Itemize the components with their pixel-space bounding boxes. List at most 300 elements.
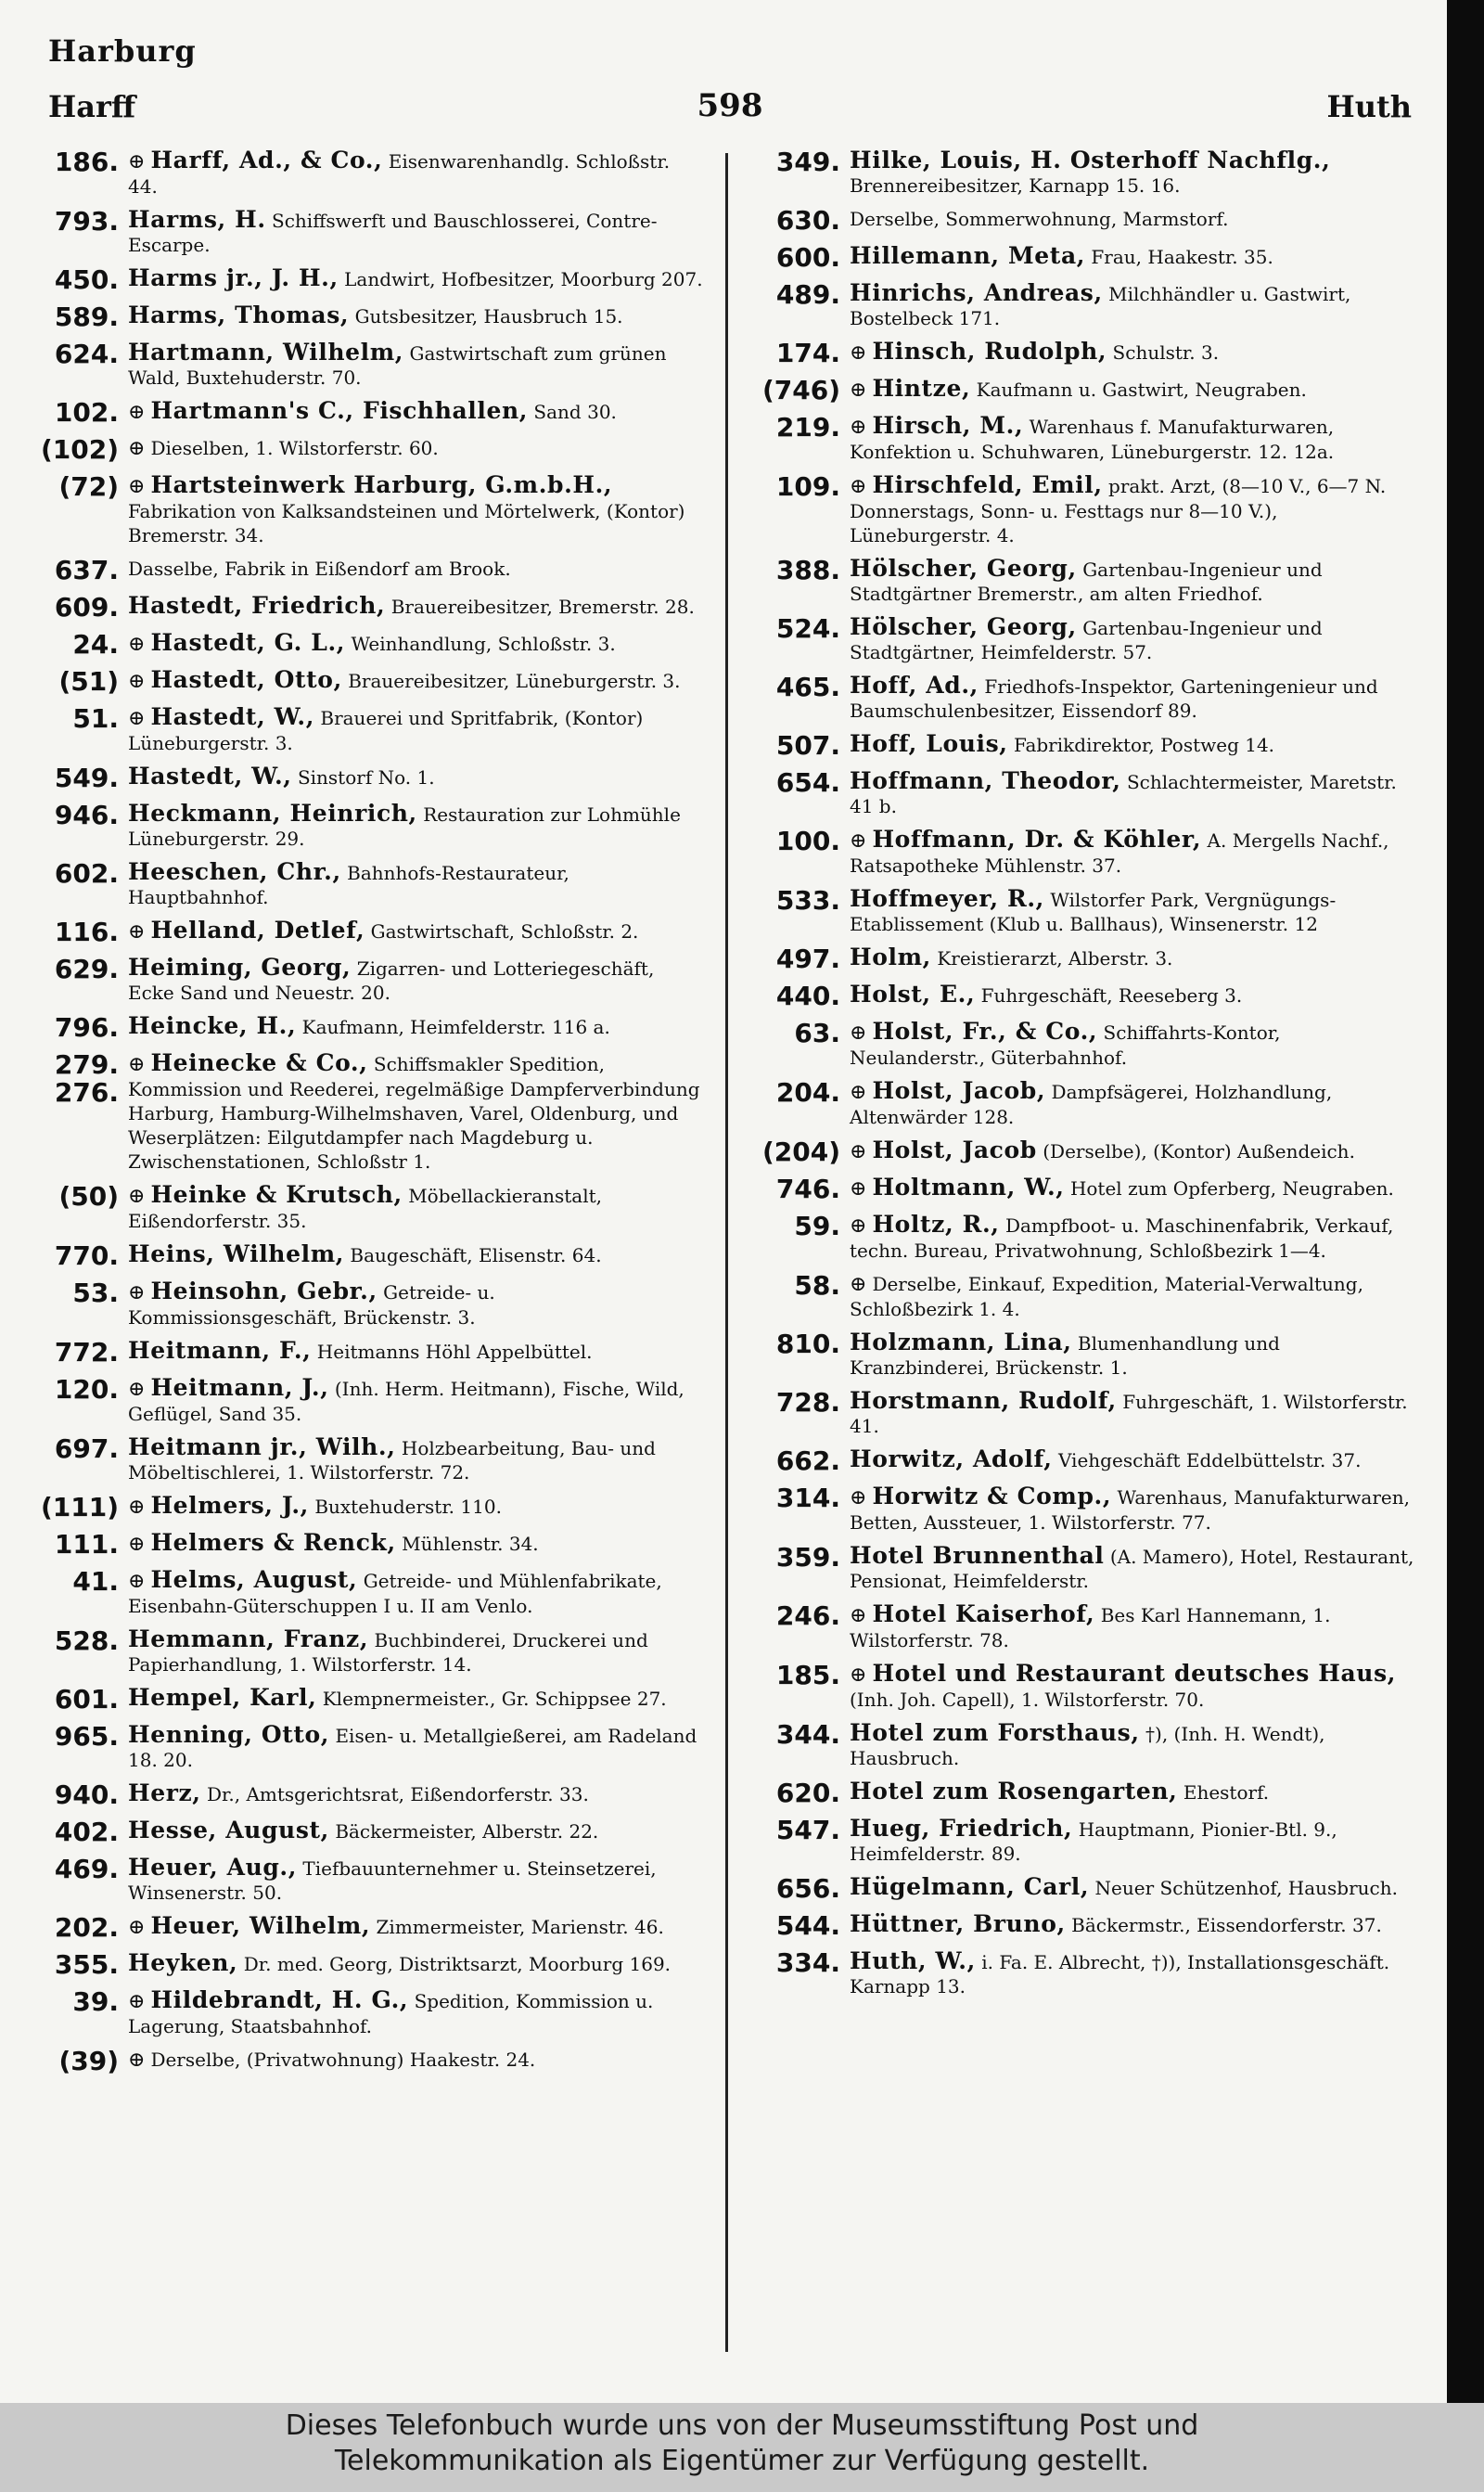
directory-entry xyxy=(748,414,1417,464)
subscriber-details: Brennereibesitzer, Karnapp 15. 16. xyxy=(850,174,1181,197)
long-distance-symbol-icon: ⊕ xyxy=(128,633,146,656)
entry-text xyxy=(850,1213,1417,1263)
subscriber-details: Dr., Amtsgerichtsrat, Eißendorferstr. 33. xyxy=(206,1783,589,1805)
subscriber-details: Spedition, Kommission u. Lagerung, Staatsbahnhof. xyxy=(128,1990,654,2037)
long-distance-symbol-icon: ⊕ xyxy=(850,416,867,439)
subscriber-name: Hartmann, Wilhelm, xyxy=(128,339,404,366)
subscriber-name: Heinecke & Co., xyxy=(150,1049,368,1076)
phone-number: 940. xyxy=(54,1779,119,1810)
directory-entry xyxy=(26,1339,703,1367)
subscriber-name: Hemmann, Franz, xyxy=(128,1625,369,1652)
directory-entry xyxy=(748,377,1417,405)
phone-number: 219. xyxy=(775,412,840,443)
phone-number: 246. xyxy=(775,1600,840,1631)
directory-entry xyxy=(26,705,703,755)
entry-text xyxy=(850,1817,1417,1866)
running-head: Harburg xyxy=(48,33,197,69)
long-distance-symbol-icon: ⊕ xyxy=(850,1214,867,1238)
entry-text xyxy=(128,473,703,547)
long-distance-symbol-icon: ⊕ xyxy=(850,1177,867,1201)
subscriber-name: Heitmann, J., xyxy=(150,1374,329,1401)
directory-entry xyxy=(26,594,703,622)
phone-number: 728. xyxy=(775,1387,840,1418)
subscriber-name: Harms, H. xyxy=(128,206,266,233)
entry-text xyxy=(128,668,703,696)
entry-text xyxy=(128,1856,703,1905)
directory-entry xyxy=(26,1914,703,1942)
long-distance-symbol-icon: ⊕ xyxy=(128,707,146,730)
entry-text xyxy=(128,1914,703,1942)
entry-text xyxy=(850,732,1417,760)
long-distance-symbol-icon: ⊕ xyxy=(128,670,146,693)
subscriber-details: Brauereibesitzer, Lüneburgerstr. 3. xyxy=(348,670,681,692)
subscriber-details: Hotel zum Opferberg, Neugraben. xyxy=(1069,1177,1394,1200)
phone-number: 63. xyxy=(794,1018,840,1048)
entry-text xyxy=(128,631,703,659)
subscriber-name: Hempel, Karl, xyxy=(128,1684,317,1711)
subscriber-details: Baugeschäft, Elisenstr. 64. xyxy=(350,1244,602,1266)
subscriber-name: Harms jr., J. H., xyxy=(128,264,339,291)
subscriber-details: Ehestorf. xyxy=(1183,1781,1270,1804)
directory-entry xyxy=(26,436,703,464)
phone-number: 402. xyxy=(54,1817,119,1847)
entry-text xyxy=(128,918,703,946)
phone-number: 770. xyxy=(54,1240,119,1271)
long-distance-symbol-icon: ⊕ xyxy=(128,475,146,498)
phone-number: 186. xyxy=(54,147,119,177)
subscriber-details: Derselbe, Sommerwohnung, Marmstorf. xyxy=(850,208,1229,230)
phone-number: 697. xyxy=(54,1433,119,1464)
directory-entry xyxy=(26,1014,703,1042)
directory-entry xyxy=(748,945,1417,973)
subscriber-name: Heuer, Wilhelm, xyxy=(150,1912,371,1939)
subscriber-details: Zigarren- und Lotteriegeschäft, Ecke Sand und Neuestr. 20. xyxy=(128,957,655,1004)
entry-text xyxy=(850,340,1417,367)
entry-text xyxy=(128,705,703,755)
subscriber-name: Hueg, Friedrich, xyxy=(850,1815,1073,1842)
page-number: 598 xyxy=(697,87,763,124)
directory-entry xyxy=(748,1138,1417,1166)
subscriber-details: Bäckermeister, Alberstr. 22. xyxy=(335,1820,599,1843)
subscriber-name: Holtmann, W., xyxy=(872,1174,1065,1201)
phone-number: 624. xyxy=(54,339,119,369)
phone-number: 440. xyxy=(775,981,840,1011)
phone-number: 355. xyxy=(54,1949,119,1980)
subscriber-name: Holst, Jacob, xyxy=(872,1077,1046,1104)
directory-entry xyxy=(748,1175,1417,1203)
subscriber-name: Hastedt, Friedrich, xyxy=(128,592,386,619)
page-header xyxy=(48,89,1412,135)
directory-entry xyxy=(26,956,703,1005)
phone-number: 810. xyxy=(775,1329,840,1359)
subscriber-details: †), (Inh. H. Wendt), Hausbruch. xyxy=(850,1723,1325,1769)
long-distance-symbol-icon: ⊕ xyxy=(128,1053,146,1076)
subscriber-details: Viehgeschäft Eddelbüttelstr. 37. xyxy=(1057,1449,1362,1471)
directory-entry xyxy=(26,1494,703,1522)
entry-text xyxy=(128,1051,703,1174)
subscriber-name: Holm, xyxy=(850,944,931,970)
subscriber-name: Helland, Detlef, xyxy=(150,917,365,944)
subscriber-details: Schiffsmakler Spedition, Kommission und Reederei, regelmäßige Dampferverbindung Harburg, Hamburg-Wilhelmshaven, Varel, Oldenburg, und Weserplätzen: Eilgutdampfer nach Magdeburg u. Zwischenstationen, Schloßstr 1. xyxy=(128,1053,700,1173)
subscriber-name: Heckmann, Heinrich, xyxy=(128,800,417,827)
entry-text xyxy=(850,148,1417,198)
subscriber-name: Hartmann's C., Fischhallen, xyxy=(150,397,529,424)
entry-text xyxy=(128,1279,703,1329)
subscriber-name: Holst, Jacob xyxy=(872,1137,1037,1163)
left-column xyxy=(26,148,703,2085)
directory-entry xyxy=(26,1781,703,1809)
directory-entry xyxy=(26,266,703,294)
entry-text xyxy=(850,1912,1417,1940)
directory-entry xyxy=(748,1213,1417,1263)
long-distance-symbol-icon: ⊕ xyxy=(128,1916,146,1939)
subscriber-details: prakt. Arzt, (8—10 V., 6—7 N. Donnerstags, Sonn- u. Festtags nur 8—10 V.), Lüneburgerstr. 4. xyxy=(850,475,1387,546)
phone-number: 662. xyxy=(775,1445,840,1476)
entry-text xyxy=(850,1020,1417,1070)
phone-number: (39) xyxy=(58,2046,119,2076)
directory-entry xyxy=(748,1389,1417,1438)
entry-text xyxy=(128,802,703,851)
long-distance-symbol-icon: ⊕ xyxy=(128,1990,146,2013)
subscriber-details: Möbellackieranstalt, Eißendorferstr. 35. xyxy=(128,1185,603,1232)
phone-number: 549. xyxy=(54,763,119,793)
directory-entry xyxy=(748,207,1417,235)
long-distance-symbol-icon: ⊕ xyxy=(128,1281,146,1304)
directory-entry xyxy=(748,1020,1417,1070)
phone-number: 102. xyxy=(54,397,119,428)
directory-entry xyxy=(748,828,1417,878)
phone-number: 796. xyxy=(54,1012,119,1043)
entry-text xyxy=(128,764,703,792)
directory-entry xyxy=(748,732,1417,760)
subscriber-details: Hauptmann, Pionier-Btl. 9., Heimfelderstr. 89. xyxy=(850,1818,1337,1865)
phone-number: 465. xyxy=(775,672,840,702)
entry-text xyxy=(128,1818,703,1846)
phone-number: (204) xyxy=(761,1137,840,1167)
subscriber-name: Heuer, Aug., xyxy=(128,1854,298,1881)
phone-number: 528. xyxy=(54,1625,119,1656)
phone-number: 59. xyxy=(794,1211,840,1241)
phone-number: 602. xyxy=(54,858,119,889)
directory-entry xyxy=(26,2048,703,2075)
directory-entry xyxy=(748,281,1417,330)
subscriber-name: Hügelmann, Carl, xyxy=(850,1873,1090,1900)
subscriber-name: Hotel Kaiserhof, xyxy=(872,1600,1095,1627)
subscriber-name: Heinsohn, Gebr., xyxy=(150,1278,377,1304)
entry-text xyxy=(128,2048,703,2075)
entry-text xyxy=(850,1175,1417,1203)
phone-number: (746) xyxy=(761,375,840,405)
subscriber-name: Henning, Otto, xyxy=(128,1721,330,1748)
subscriber-name: Herz, xyxy=(128,1779,201,1806)
long-distance-symbol-icon: ⊕ xyxy=(128,1185,146,1208)
phone-number: 637. xyxy=(54,555,119,585)
subscriber-details: Gutsbesitzer, Hausbruch 15. xyxy=(354,305,623,328)
entry-text xyxy=(128,1988,703,2038)
directory-entry xyxy=(748,1079,1417,1129)
long-distance-symbol-icon: ⊕ xyxy=(128,1570,146,1593)
right-column xyxy=(748,148,1417,2008)
long-distance-symbol-icon: ⊕ xyxy=(850,1663,867,1687)
directory-entry xyxy=(26,764,703,792)
entry-text xyxy=(128,557,703,584)
subscriber-details: Restauration zur Lohmühle Lüneburgerstr. 29. xyxy=(128,803,681,850)
subscriber-details: Bäckermstr., Eissendorferstr. 37. xyxy=(1071,1914,1382,1936)
directory-entry xyxy=(748,1875,1417,1903)
phone-number: 24. xyxy=(72,629,119,660)
phone-number: 174. xyxy=(775,338,840,368)
subscriber-name: Horstmann, Rudolf, xyxy=(850,1387,1117,1414)
directory-entry xyxy=(748,1544,1417,1593)
subscriber-details: Getreide- u. Kommissionsgeschäft, Brückenstr. 3. xyxy=(128,1281,495,1329)
entry-text xyxy=(128,1014,703,1042)
subscriber-details: Gartenbau-Ingenieur und Stadtgärtner, Heimfelderstr. 57. xyxy=(850,617,1323,663)
subscriber-details: Derselbe, (Privatwohnung) Haakestr. 24. xyxy=(150,2049,536,2071)
directory-entry xyxy=(26,802,703,851)
phone-number: (51) xyxy=(58,666,119,697)
subscriber-name: Hirsch, M., xyxy=(872,412,1024,439)
subscriber-name: Harff, Ad., & Co., xyxy=(150,147,383,173)
subscriber-details: Sinstorf No. 1. xyxy=(297,766,435,789)
phone-number: 120. xyxy=(54,1374,119,1405)
entry-text xyxy=(128,1531,703,1559)
directory-entry xyxy=(26,1951,703,1979)
subscriber-name: Hoff, Ad., xyxy=(850,672,979,699)
entry-text xyxy=(850,615,1417,664)
entry-text xyxy=(128,1376,703,1426)
entry-text xyxy=(850,207,1417,235)
directory-entry xyxy=(748,887,1417,936)
long-distance-symbol-icon: ⊕ xyxy=(850,341,867,365)
directory-entry xyxy=(748,1817,1417,1866)
subscriber-details: Fuhrgeschäft, 1. Wilstorferstr. 41. xyxy=(850,1391,1408,1437)
subscriber-name: Hoffmann, Theodor, xyxy=(850,767,1121,794)
phone-number: 111. xyxy=(54,1529,119,1560)
directory-entry xyxy=(26,1856,703,1905)
subscriber-details: Heitmanns Höhl Appelbüttel. xyxy=(316,1341,593,1363)
phone-number: 600. xyxy=(775,242,840,273)
subscriber-details: Gastwirtschaft zum grünen Wald, Buxtehuderstr. 70. xyxy=(128,342,667,389)
subscriber-name: Hastedt, G. L., xyxy=(150,629,346,656)
directory-entry xyxy=(748,1447,1417,1475)
subscriber-details: Klempnermeister., Gr. Schippsee 27. xyxy=(322,1688,667,1710)
subscriber-details: Kreistierarzt, Alberstr. 3. xyxy=(937,947,1173,970)
entry-text xyxy=(850,1138,1417,1166)
phone-number: 359. xyxy=(775,1542,840,1573)
directory-entry xyxy=(748,1602,1417,1652)
subscriber-name: Heincke, H., xyxy=(128,1012,297,1039)
subscriber-name: Holtz, R., xyxy=(872,1211,1000,1238)
phone-number: 344. xyxy=(775,1719,840,1750)
phone-number: 388. xyxy=(775,555,840,585)
directory-entry xyxy=(26,1435,703,1484)
entry-text xyxy=(850,1875,1417,1903)
phone-number: 656. xyxy=(775,1873,840,1904)
subscriber-name: Hotel Brunnenthal xyxy=(850,1542,1105,1569)
subscriber-details: Mühlenstr. 34. xyxy=(402,1533,539,1555)
subscriber-name: Holst, E., xyxy=(850,981,976,1008)
subscriber-name: Hoffmann, Dr. & Köhler, xyxy=(872,826,1202,853)
directory-entry xyxy=(26,557,703,584)
phone-number: 772. xyxy=(54,1337,119,1368)
phone-number: (72) xyxy=(58,471,119,502)
subscriber-details: Schiffahrts-Kontor, Neulanderstr., Güterbahnhof. xyxy=(850,1021,1281,1069)
directory-entry xyxy=(26,1242,703,1270)
subscriber-name: Heins, Wilhelm, xyxy=(128,1240,345,1267)
subscriber-name: Heitmann, F., xyxy=(128,1337,312,1364)
directory-entry xyxy=(748,769,1417,818)
directory-entry xyxy=(748,983,1417,1010)
subscriber-details: i. Fa. E. Albrecht, †)), Installationsgeschäft. Karnapp 13. xyxy=(850,1951,1390,1997)
subscriber-name: Hastedt, Otto, xyxy=(150,666,342,693)
header-last-entry: Huth xyxy=(1326,89,1412,124)
subscriber-name: Hoffmeyer, R., xyxy=(850,885,1044,912)
directory-entry xyxy=(26,918,703,946)
entry-text xyxy=(128,956,703,1005)
long-distance-symbol-icon: ⊕ xyxy=(850,1140,867,1163)
subscriber-details: Warenhaus, Manufakturwaren, Betten, Aussteuer, 1. Wilstorferstr. 77. xyxy=(850,1486,1410,1534)
subscriber-details: Getreide- und Mühlenfabrikate, Eisenbahn-Güterschuppen I u. II am Venlo. xyxy=(128,1570,662,1617)
subscriber-name: Hotel zum Forsthaus, xyxy=(850,1719,1140,1746)
entry-text xyxy=(128,594,703,622)
subscriber-details: Schiffswerft und Bauschlosserei, Contre-Escarpe. xyxy=(128,210,658,256)
entry-text xyxy=(850,674,1417,723)
subscriber-name: Hintze, xyxy=(872,375,971,402)
phone-number: 469. xyxy=(54,1854,119,1884)
directory-entry xyxy=(748,340,1417,367)
phone-number: (111) xyxy=(40,1492,119,1522)
directory-entry xyxy=(748,1662,1417,1712)
entry-text xyxy=(128,1568,703,1618)
entry-text xyxy=(850,557,1417,606)
directory-entry xyxy=(26,208,703,257)
phone-number: 53. xyxy=(72,1278,119,1308)
entry-text xyxy=(128,1723,703,1772)
entry-text xyxy=(850,281,1417,330)
subscriber-details: Dampfboot- u. Maschinenfabrik, Verkauf, techn. Bureau, Privatwohnung, Schloßbezirk 1—4. xyxy=(850,1214,1394,1262)
subscriber-details: Tiefbauunternehmer u. Steinsetzerei, Winsenerstr. 50. xyxy=(128,1857,657,1904)
entry-text xyxy=(128,1183,703,1233)
phone-number: 100. xyxy=(775,826,840,856)
phone-number: 630. xyxy=(775,205,840,236)
entry-text xyxy=(128,1781,703,1809)
directory-entry xyxy=(748,615,1417,664)
subscriber-details: Blumenhandlung und Kranzbinderei, Brückenstr. 1. xyxy=(850,1332,1280,1379)
subscriber-details: Frau, Haakestr. 35. xyxy=(1091,246,1273,268)
directory-entry xyxy=(26,1818,703,1846)
directory-entry xyxy=(26,303,703,331)
entry-text xyxy=(850,1079,1417,1129)
directory-entry xyxy=(26,668,703,696)
phone-number: 51. xyxy=(72,703,119,734)
directory-entry xyxy=(748,1721,1417,1770)
long-distance-symbol-icon: ⊕ xyxy=(128,1496,146,1519)
subscriber-details: Fabrikation von Kalksandsteinen und Mörtelwerk, (Kontor) Bremerstr. 34. xyxy=(128,500,685,546)
subscriber-name: Holzmann, Lina, xyxy=(850,1329,1072,1355)
subscriber-details: Zimmermeister, Marienstr. 46. xyxy=(376,1916,664,1938)
subscriber-name: Hotel zum Rosengarten, xyxy=(850,1778,1178,1805)
subscriber-name: Huth, W., xyxy=(850,1947,976,1974)
phone-number: 946. xyxy=(54,800,119,830)
directory-entry xyxy=(26,1531,703,1559)
directory-entry xyxy=(748,1330,1417,1380)
long-distance-symbol-icon: ⊕ xyxy=(850,1021,867,1045)
entry-text xyxy=(850,1447,1417,1475)
phone-number: 589. xyxy=(54,302,119,332)
phone-number: 524. xyxy=(775,613,840,644)
subscriber-details: Derselbe, Einkauf, Expedition, Material-Verwaltung, Schloßbezirk 1. 4. xyxy=(850,1273,1363,1320)
phone-number: 185. xyxy=(775,1660,840,1690)
subscriber-name: Hildebrandt, H. G., xyxy=(150,1986,409,2013)
entry-text xyxy=(128,399,703,427)
long-distance-symbol-icon: ⊕ xyxy=(850,1273,867,1296)
phone-number: 349. xyxy=(775,147,840,177)
directory-entry xyxy=(26,1723,703,1772)
subscriber-details: Brauereibesitzer, Bremerstr. 28. xyxy=(390,596,695,618)
entry-text xyxy=(128,1686,703,1714)
subscriber-name: Hesse, August, xyxy=(128,1817,329,1843)
subscriber-details: Kaufmann, Heimfelderstr. 116 a. xyxy=(301,1016,610,1038)
directory-entry xyxy=(748,1272,1417,1321)
entry-text xyxy=(850,244,1417,272)
phone-number: (102) xyxy=(40,434,119,465)
subscriber-details: Kaufmann u. Gastwirt, Neugraben. xyxy=(976,379,1307,401)
subscriber-details: (A. Mamero), Hotel, Restaurant, Pensionat, Heimfelderstr. xyxy=(850,1546,1414,1592)
directory-entry xyxy=(748,1949,1417,1998)
subscriber-name: Heyken, xyxy=(128,1949,238,1976)
subscriber-details: Bes Karl Hannemann, 1. Wilstorferstr. 78. xyxy=(850,1604,1331,1651)
header-first-entry: Harff xyxy=(48,89,136,124)
subscriber-name: Heitmann jr., Wilh., xyxy=(128,1433,396,1460)
subscriber-details: Buxtehuderstr. 110. xyxy=(314,1496,502,1518)
entry-text xyxy=(850,1272,1417,1321)
subscriber-name: Holst, Fr., & Co., xyxy=(872,1018,1098,1045)
entry-text xyxy=(128,436,703,464)
long-distance-symbol-icon: ⊕ xyxy=(128,437,146,460)
phone-number: 965. xyxy=(54,1721,119,1752)
phone-number: 202. xyxy=(54,1912,119,1943)
entry-text xyxy=(850,377,1417,405)
phone-number: 601. xyxy=(54,1684,119,1715)
directory-entry xyxy=(26,631,703,659)
subscriber-name: Hastedt, W., xyxy=(150,703,315,730)
directory-entry xyxy=(26,1183,703,1233)
entry-text xyxy=(850,983,1417,1010)
phone-number: 58. xyxy=(794,1270,840,1301)
phone-number: 609. xyxy=(54,592,119,623)
subscriber-details: Dasselbe, Fabrik in Eißendorf am Brook. xyxy=(128,558,511,580)
subscriber-name: Hoff, Louis, xyxy=(850,730,1008,757)
subscriber-name: Hilke, Louis, H. Osterhoff Nachflg., xyxy=(850,147,1331,173)
directory-entry xyxy=(748,1484,1417,1535)
subscriber-details: Wilstorfer Park, Vergnügungs-Etablissement (Klub u. Ballhaus), Winsenerstr. 12 xyxy=(850,889,1337,935)
subscriber-details: (Derselbe), (Kontor) Außendeich. xyxy=(1043,1140,1355,1163)
subscriber-name: Hartsteinwerk Harburg, G.m.b.H., xyxy=(150,471,613,498)
entry-text xyxy=(850,1544,1417,1593)
subscriber-name: Helmers & Renck, xyxy=(150,1529,396,1556)
subscriber-name: Hirschfeld, Emil, xyxy=(872,471,1103,498)
phone-number: 314. xyxy=(775,1483,840,1513)
subscriber-details: Dr. med. Georg, Distriktsarzt, Moorburg 169. xyxy=(243,1953,672,1975)
directory-entry xyxy=(26,1988,703,2038)
footer-notice xyxy=(0,2409,1484,2492)
long-distance-symbol-icon: ⊕ xyxy=(850,475,867,498)
subscriber-details: Fuhrgeschäft, Reeseberg 3. xyxy=(980,984,1243,1007)
phone-number: 544. xyxy=(775,1910,840,1941)
phone-number: 279. 276. xyxy=(54,1049,119,1108)
entry-text xyxy=(850,1779,1417,1807)
entry-text xyxy=(850,945,1417,973)
